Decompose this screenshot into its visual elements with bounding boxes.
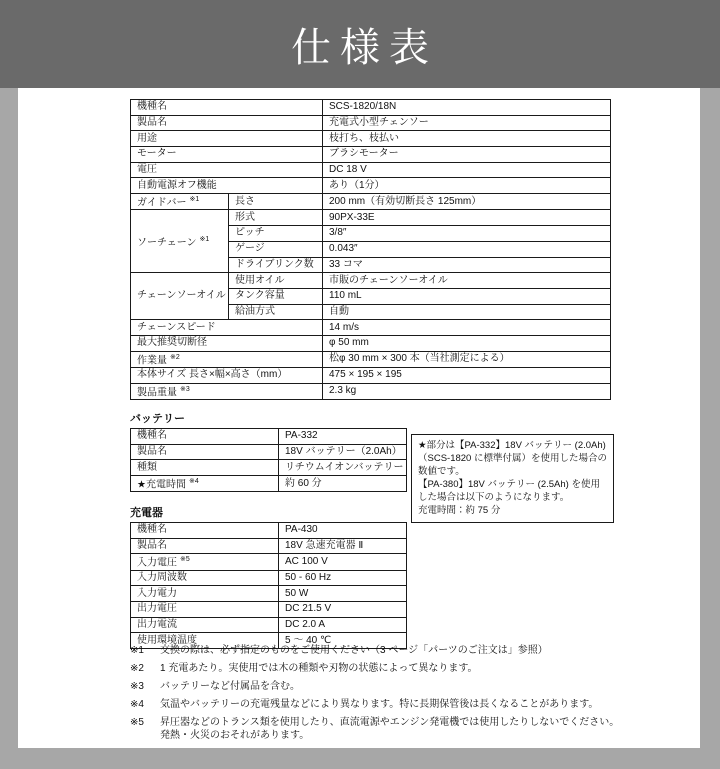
row-value: 110 mL xyxy=(323,288,611,304)
row-sublabel: ゲージ xyxy=(229,241,323,257)
battery-note-line: ★部分は【PA-332】18V バッテリー (2.0Ah)（SCS-1820 に標準付属）を使用した場合の数値です。 xyxy=(418,440,607,477)
row-value: 18V 急速充電器 Ⅱ xyxy=(279,538,407,554)
table-row xyxy=(131,554,407,570)
row-value: 14 m/s xyxy=(323,320,611,336)
footnotes xyxy=(130,644,686,747)
footnote-marker: ※1 xyxy=(130,645,144,656)
table-row xyxy=(131,273,611,289)
table-row xyxy=(131,367,611,383)
footnote-text: 交換の際は、必ず指定のものをご使用ください（3 ページ「パーツのご注文は」参照） xyxy=(160,645,548,656)
row-sublabel: ドライブリンク数 xyxy=(229,257,323,273)
row-label: 電圧 xyxy=(131,162,323,178)
row-sublabel: 形式 xyxy=(229,210,323,226)
row-label: 使用環境温度 xyxy=(131,633,279,649)
row-label: 製品重量 $^{※3}$ xyxy=(131,383,323,399)
row-value: DC 18 V xyxy=(323,162,611,178)
row-value: 3/8″ xyxy=(323,226,611,242)
table-row xyxy=(131,100,611,116)
row-label: チェーンソーオイル xyxy=(131,273,229,320)
page-header xyxy=(0,0,720,88)
row-value: DC 21.5 V xyxy=(279,602,407,618)
row-value: 200 mm（有効切断長さ 125mm） xyxy=(323,194,611,210)
footnote-marker: ※2 xyxy=(130,663,144,674)
footnote-ref: ※4 xyxy=(188,478,199,486)
row-value: φ 50 mm xyxy=(323,335,611,351)
row-value: 0.043″ xyxy=(323,241,611,257)
table-row xyxy=(131,444,407,460)
row-label: 製品名 xyxy=(131,444,279,460)
row-value: SCS-1820/18N xyxy=(323,100,611,116)
row-label: 出力電圧 xyxy=(131,602,279,618)
table-row xyxy=(131,538,407,554)
row-label: 出力電流 xyxy=(131,617,279,633)
row-value: 18V バッテリー（2.0Ah） xyxy=(279,444,407,460)
row-label: ガイドバー $^{※1}$ xyxy=(131,194,229,210)
table-row xyxy=(131,351,611,367)
footnote xyxy=(130,644,686,657)
row-value: PA-332 xyxy=(279,429,407,445)
row-value: 充電式小型チェンソー xyxy=(323,115,611,131)
footnote-ref: ※1 xyxy=(189,196,200,204)
footnote-marker: ※4 xyxy=(130,699,144,710)
row-value: DC 2.0 A xyxy=(279,617,407,633)
table-row xyxy=(131,162,611,178)
row-label: 製品名 xyxy=(131,115,323,131)
table-row xyxy=(131,523,407,539)
row-label: 製品名 xyxy=(131,538,279,554)
row-value: 2.3 kg xyxy=(323,383,611,399)
footnote-ref: ※1 xyxy=(199,235,210,243)
footnote-text: 昇圧器などのトランス類を使用したり、直流電源やエンジン発電機では使用したりしないでください。 発熱・火災のおそれがあります。 xyxy=(160,717,620,741)
row-label: ソーチェーン $^{※1}$ xyxy=(131,210,229,273)
battery-note-box xyxy=(411,434,614,523)
row-label: モーター xyxy=(131,147,323,163)
table-row xyxy=(131,586,407,602)
row-value: 50 W xyxy=(279,586,407,602)
footnote xyxy=(130,698,686,711)
row-value: リチウムイオンバッテリー xyxy=(279,460,407,476)
row-label: 自動電源オフ機能 xyxy=(131,178,323,194)
footnote-marker: ※5 xyxy=(130,717,144,728)
row-label: 入力電力 xyxy=(131,586,279,602)
table-row xyxy=(131,429,407,445)
footnote xyxy=(130,716,686,742)
row-value: 5 ～ 40 ℃ xyxy=(279,633,407,649)
row-label: 入力電圧 $^{※5}$ xyxy=(131,554,279,570)
main-spec-table xyxy=(130,99,611,400)
row-value: 33 コマ xyxy=(323,257,611,273)
row-label: 種類 xyxy=(131,460,279,476)
battery-note-line: 【PA-380】18V バッテリー (2.5Ah) を使用した場合は以下のようになります。 xyxy=(418,479,600,503)
footnote-ref: ※3 xyxy=(180,385,190,393)
footnote-text: バッテリーなど付属品を含む。 xyxy=(160,681,300,692)
row-value: AC 100 V xyxy=(279,554,407,570)
table-row xyxy=(131,460,407,476)
footnote-ref: ※5 xyxy=(180,556,190,564)
row-value: 90PX-33E xyxy=(323,210,611,226)
table-row xyxy=(131,115,611,131)
row-value: 約 60 分 xyxy=(279,476,407,492)
page-title: 仕様表 xyxy=(291,25,438,70)
row-value: PA-430 xyxy=(279,523,407,539)
row-label: 機種名 xyxy=(131,429,279,445)
row-label: ★充電時間 $^{※4}$ xyxy=(131,476,279,492)
row-sublabel: タンク容量 xyxy=(229,288,323,304)
charger-table xyxy=(130,522,407,649)
row-value: 自動 xyxy=(323,304,611,320)
row-label: 作業量 $^{※2}$ xyxy=(131,351,323,367)
table-row xyxy=(131,131,611,147)
battery-note-line: 充電時間：約 75 分 xyxy=(418,505,501,516)
table-row xyxy=(131,210,611,226)
table-row xyxy=(131,178,611,194)
row-label: 本体サイズ 長さ×幅×高さ（mm） xyxy=(131,367,323,383)
row-sublabel: 給油方式 xyxy=(229,304,323,320)
table-row xyxy=(131,383,611,399)
table-row xyxy=(131,617,407,633)
footnote xyxy=(130,662,686,675)
footnote-text: 気温やバッテリーの充電残量などにより異なります。特に長期保管後は長くなることがあります。 xyxy=(160,699,599,710)
battery-table xyxy=(130,428,407,492)
row-value: 475 × 195 × 195 xyxy=(323,367,611,383)
row-sublabel: 長さ xyxy=(229,194,323,210)
row-value: ブラシモーター xyxy=(323,147,611,163)
row-label: 機種名 xyxy=(131,100,323,116)
row-value: 市販のチェーンソーオイル xyxy=(323,273,611,289)
table-row xyxy=(131,602,407,618)
row-value: 枝打ち、枝払い xyxy=(323,131,611,147)
footnote-marker: ※3 xyxy=(130,681,144,692)
charger-section-heading: 充電器 xyxy=(130,507,163,519)
row-label: チェーンスピード xyxy=(131,320,323,336)
footnote-ref: ※2 xyxy=(170,353,180,361)
battery-section-heading: バッテリー xyxy=(130,413,185,425)
row-label: 入力周波数 xyxy=(131,570,279,586)
content-card xyxy=(18,88,700,748)
row-sublabel: ピッチ xyxy=(229,226,323,242)
table-row xyxy=(131,570,407,586)
table-row xyxy=(131,320,611,336)
row-value: 松φ 30 mm × 300 本（当社測定による） xyxy=(323,351,611,367)
table-row xyxy=(131,194,611,210)
row-label: 最大推奨切断径 xyxy=(131,335,323,351)
table-row xyxy=(131,147,611,163)
row-label: 用途 xyxy=(131,131,323,147)
footnote-text: 1 充電あたり。実使用では木の種類や刃物の状態によって異なります。 xyxy=(160,663,478,674)
table-row xyxy=(131,335,611,351)
row-value: 50 - 60 Hz xyxy=(279,570,407,586)
row-value: あり（1分） xyxy=(323,178,611,194)
row-sublabel: 使用オイル xyxy=(229,273,323,289)
footnote xyxy=(130,680,686,693)
row-label: 機種名 xyxy=(131,523,279,539)
table-row xyxy=(131,476,407,492)
footnote-text-line2: 発熱・火災のおそれがあります。 xyxy=(160,730,310,741)
